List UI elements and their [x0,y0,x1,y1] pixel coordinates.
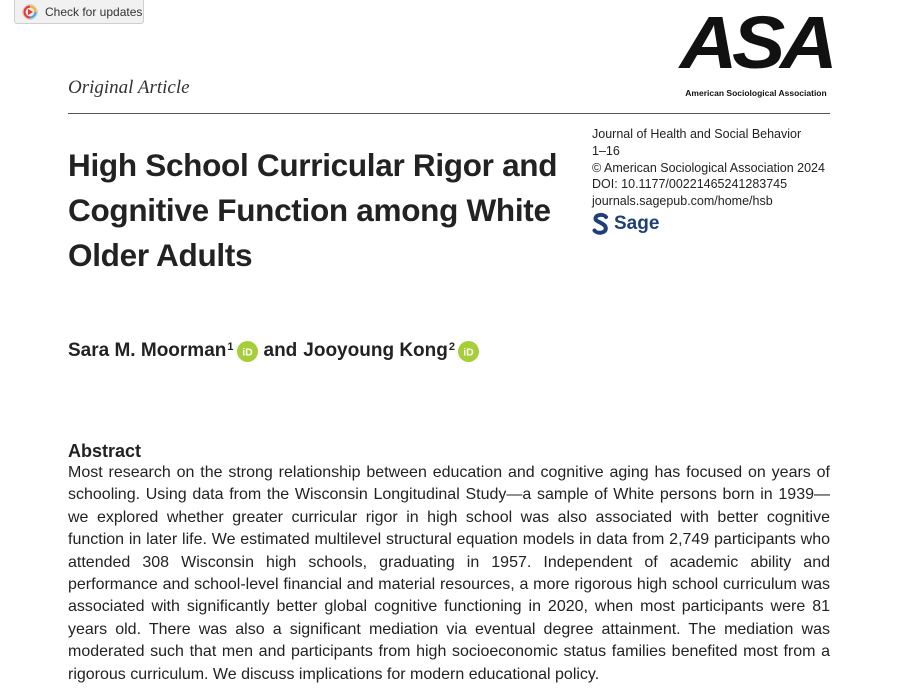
sage-logo-text: Sage [614,213,660,234]
svg-text:iD: iD [241,346,253,358]
author-name[interactable]: Jooyoung Kong [303,340,448,361]
author-affiliation: 1 [227,341,234,353]
publisher-logo-letters: ASA [679,1,833,84]
author-affiliation: 2 [448,341,455,353]
journal-copyright: © American Sociological Association 2024 [592,160,825,175]
sage-s-icon [592,212,609,236]
author-conjunction: and [263,340,298,361]
journal-doi[interactable]: DOI: 10.1177/00221465241283745 [592,177,788,192]
check-for-updates-icon [22,4,38,20]
orcid-icon[interactable] [458,341,479,362]
article-title: High School Curricular Rigor and Cognitive Function among White Older Adults [68,147,558,273]
abstract-heading: Abstract [68,441,142,461]
header-divider [68,113,830,114]
svg-text:iD: iD [463,346,474,358]
journal-url[interactable]: journals.sagepub.com/home/hsb [592,194,773,209]
publisher-logo-name: American Sociological Association [685,88,827,98]
author-list [68,340,485,362]
check-for-updates-label: Check for updates [45,4,143,19]
journal-name: Journal of Health and Social Behavior [592,127,802,141]
abstract-text: Most research on the strong relationship between education and cognitive aging has focused on years of schooling. Using data from the Wisconsin Longitudinal Study—a sample of White persons born in 1939—we explored whether greater curricular rigor in high school was also associated with better cognitive function in later life. We estimated multilevel structural equation models in data from 2,749 participants who attended 308 Wisconsin high schools, graduating in 1957. Independent of academic ability and performance and school-level financial and material resources, a more rigorous high school curriculum was associated with significantly better global cognitive functioning in 2020, when most participants were 81 years old. There was also a significant mediation via eventual degree attainment. The mediation was moderated such that men and participants from high socioeconomic status families benefited most from a rigorous curriculum. We discuss implications for modern educational policy. [68,464,830,683]
check-for-updates-button[interactable] [14,0,144,24]
sage-logo [592,212,659,236]
publisher-logo [676,1,836,102]
journal-info [592,126,825,210]
orcid-icon[interactable] [237,341,258,362]
journal-pages: 1–16 [592,143,620,158]
article-type: Original Article [68,77,190,98]
author-name[interactable]: Sara M. Moorman [68,340,227,361]
